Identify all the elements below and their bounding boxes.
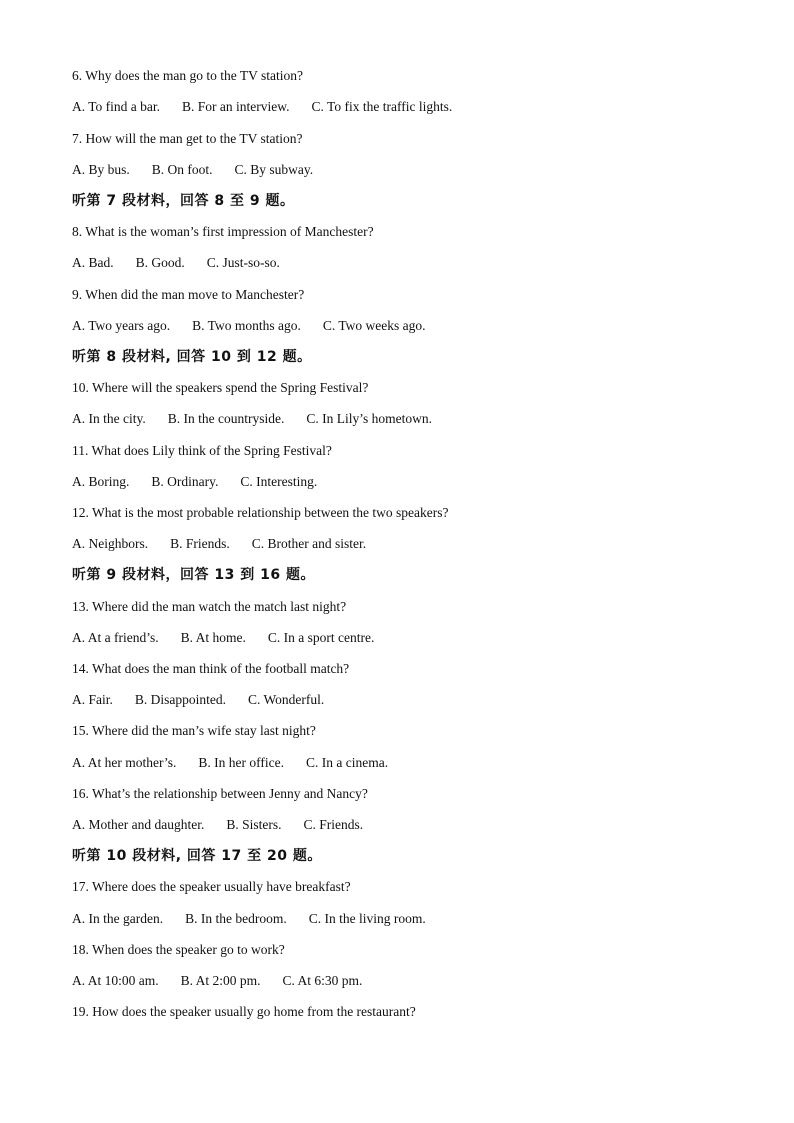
options-12 [72, 535, 366, 553]
option-b: B. On foot. [151, 162, 213, 177]
options-7 [72, 161, 313, 179]
option-a: A. At 10:00 am. [72, 973, 159, 988]
options-16 [72, 816, 363, 834]
section-heading-8: 听第 8 段材料, 回答 10 到 12 题。 [72, 349, 312, 365]
section-heading-10: 听第 10 段材料, 回答 17 至 20 题。 [72, 848, 322, 864]
option-a: A. By bus. [72, 162, 130, 177]
option-b: B. Two months ago. [192, 318, 301, 333]
options-6 [72, 98, 452, 116]
question-10: 10. Where will the speakers spend the Spring Festival? [72, 380, 369, 395]
option-a: A. To find a bar. [72, 99, 161, 114]
option-b: B. Friends. [170, 536, 230, 551]
question-9: 9. When did the man move to Manchester? [72, 287, 305, 302]
option-c: C. Interesting. [240, 474, 318, 489]
option-c: C. Two weeks ago. [322, 318, 426, 333]
option-c: C. Just-so-so. [206, 255, 280, 270]
question-18: 18. When does the speaker go to work? [72, 942, 285, 957]
section-heading-9: 听第 9 段材料，回答 13 到 16 题。 [72, 567, 315, 583]
option-b: B. In her office. [198, 755, 284, 770]
question-12: 12. What is the most probable relationship between the two speakers? [72, 505, 449, 520]
option-c: C. Wonderful. [248, 692, 325, 707]
option-b: B. At 2:00 pm. [180, 973, 261, 988]
option-a: A. Fair. [72, 692, 113, 707]
option-a: A. Neighbors. [72, 536, 149, 551]
option-c: C. In Lily’s hometown. [306, 411, 432, 426]
question-6: 6. Why does the man go to the TV station? [72, 68, 303, 83]
option-a: A. At a friend’s. [72, 630, 159, 645]
option-c: C. Brother and sister. [251, 536, 367, 551]
option-c: C. In a cinema. [305, 755, 389, 770]
option-b: B. In the countryside. [167, 411, 285, 426]
option-a: A. In the city. [72, 411, 146, 426]
options-10 [72, 410, 432, 428]
question-11: 11. What does Lily think of the Spring Festival? [72, 443, 332, 458]
options-13 [72, 629, 374, 647]
option-c: C. To fix the traffic lights. [311, 99, 453, 114]
option-b: B. At home. [180, 630, 246, 645]
option-c: C. By subway. [234, 162, 314, 177]
option-b: B. Ordinary. [151, 474, 219, 489]
question-13: 13. Where did the man watch the match last night? [72, 599, 347, 614]
options-15 [72, 754, 388, 772]
option-b: B. Sisters. [226, 817, 282, 832]
option-c: C. In a sport centre. [267, 630, 375, 645]
question-16: 16. What’s the relationship between Jenny and Nancy? [72, 786, 368, 801]
option-a: A. In the garden. [72, 911, 164, 926]
question-7: 7. How will the man get to the TV station? [72, 131, 303, 146]
question-17: 17. Where does the speaker usually have breakfast? [72, 879, 351, 894]
option-c: C. In the living room. [308, 911, 426, 926]
options-8 [72, 254, 280, 272]
option-a: A. Boring. [72, 474, 130, 489]
option-b: B. Good. [135, 255, 185, 270]
option-a: A. Bad. [72, 255, 114, 270]
option-a: A. Two years ago. [72, 318, 171, 333]
option-a: A. Mother and daughter. [72, 817, 205, 832]
options-17 [72, 910, 426, 928]
option-c: C. At 6:30 pm. [282, 973, 363, 988]
options-11 [72, 473, 317, 491]
question-15: 15. Where did the man’s wife stay last night? [72, 723, 316, 738]
question-14: 14. What does the man think of the football match? [72, 661, 350, 676]
section-heading-7: 听第 7 段材料，回答 8 至 9 题。 [72, 193, 295, 209]
question-19: 19. How does the speaker usually go home from the restaurant? [72, 1004, 416, 1019]
option-c: C. Friends. [303, 817, 364, 832]
options-9 [72, 317, 426, 335]
option-b: B. For an interview. [182, 99, 290, 114]
option-a: A. At her mother’s. [72, 755, 177, 770]
options-18 [72, 972, 362, 990]
option-b: B. Disappointed. [134, 692, 227, 707]
options-14 [72, 691, 324, 709]
question-8: 8. What is the woman’s first impression of Manchester? [72, 224, 374, 239]
option-b: B. In the bedroom. [185, 911, 287, 926]
